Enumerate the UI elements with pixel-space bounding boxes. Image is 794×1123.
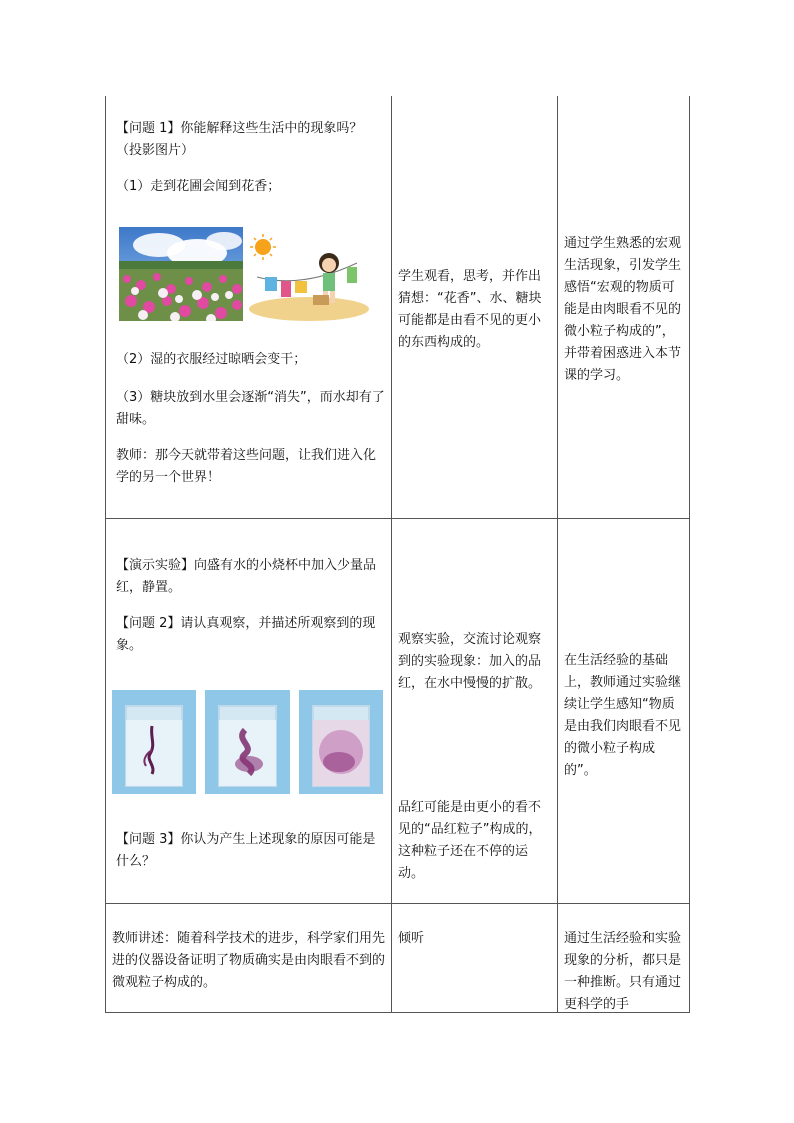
table-border-col3 <box>557 96 558 1013</box>
flower-field-image <box>119 227 243 321</box>
teacher-narration: 教师讲述：随着科学技术的进步，科学家们用先进的仪器设备证明了物质确实是由肉眼看不到的微观粒子构成的。 <box>112 931 386 990</box>
beaker-image-3 <box>299 690 383 794</box>
demo-experiment: 【演示实验】向盛有水的小烧杯中加入少量品红，静置。 <box>116 558 377 595</box>
teacher-intro: 教师：那今天就带着这些问题，让我们进入化学的另一个世界！ <box>116 448 377 485</box>
question-1: 【问题 1】你能解释这些生活中的现象吗？（投影图片） <box>116 121 363 158</box>
drying-clothes-cartoon <box>247 233 371 321</box>
student-activity-2: 观察实验，交流讨论观察到的实验现象：加入的品红，在水中慢慢的扩散。 <box>398 632 542 691</box>
table-border-right <box>689 96 690 1013</box>
row1-col2 <box>398 266 552 354</box>
beaker-image-2 <box>205 690 290 794</box>
question-2: 【问题 2】请认真观察，并描述所观察到的现象。 <box>116 616 376 653</box>
row2-col2-lower <box>398 797 552 885</box>
student-activity-1: 学生观看，思考，并作出猜想：“花香”、水、糖块可能都是由看不见的更小的东西构成的。 <box>398 269 542 350</box>
row1-col1-lower <box>116 349 386 501</box>
student-activity-3: 品红可能是由更小的看不见的“品红粒子”构成的，这种粒子还在不停的运动。 <box>398 800 542 881</box>
row3-col2 <box>398 928 552 950</box>
table-border-left <box>105 96 106 1013</box>
design-intent-1: 通过学生熟悉的宏观生活现象，引发学生感悟“宏观的物质可能是由肉眼看不见的微小粒子构成的”，并带着困惑进入本节课的学习。 <box>564 236 682 383</box>
design-intent-2: 在生活经验的基础上，教师通过实验继续让学生感知“物质是由我们肉眼看不见的微小粒子构成的”。 <box>564 653 682 778</box>
row2-col2-upper <box>398 629 552 695</box>
beaker-image-1 <box>112 690 196 794</box>
table-row-divider-2 <box>105 903 690 904</box>
row3-col3 <box>564 928 686 1012</box>
table-border-col2 <box>391 96 392 1013</box>
arrow-1 <box>197 738 205 746</box>
table-row-divider-1 <box>105 518 690 519</box>
student-listen: 倾听 <box>398 931 425 946</box>
question-3: 【问题 3】你认为产生上述现象的原因可能是什么？ <box>116 832 376 869</box>
table-border-bottom <box>105 1012 690 1013</box>
row2-col1-lower <box>116 829 386 873</box>
row1-col1 <box>116 118 386 210</box>
row1-col3 <box>564 233 686 387</box>
row3-col1 <box>112 928 388 994</box>
row2-col1 <box>116 555 386 669</box>
row2-col3 <box>564 650 686 782</box>
phenomenon-3: （3）糖块放到水里会逐渐“消失”，而水却有了甜味。 <box>116 390 385 427</box>
arrow-2 <box>291 738 299 746</box>
design-intent-3: 通过生活经验和实验现象的分析，都只是一种推断。只有通过更科学的手 <box>564 931 682 1012</box>
phenomenon-1: （1）走到花圃会闻到花香； <box>116 179 281 194</box>
phenomenon-2: （2）湿的衣服经过晾晒会变干； <box>116 352 307 367</box>
